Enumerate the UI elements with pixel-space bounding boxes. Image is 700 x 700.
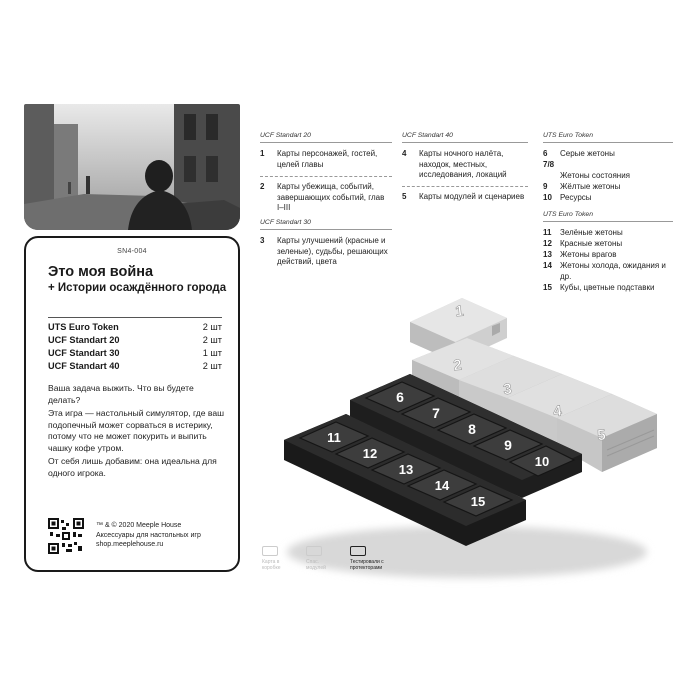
- legend-item: [306, 546, 336, 571]
- item-text: Ресурсы: [560, 193, 592, 202]
- item-number: 12: [543, 239, 552, 248]
- organizer-illustration: [262, 290, 672, 590]
- inventory-name: UCF Standart 30: [48, 348, 120, 358]
- section-uts-1: [543, 132, 673, 203]
- inventory-name: UTS Euro Token: [48, 322, 119, 332]
- section-rule: [402, 142, 528, 143]
- shop-link[interactable]: shop.meeplehouse.ru: [96, 541, 164, 548]
- item-text: Жетоны холода, ожидания и др.: [560, 261, 666, 281]
- list-item: [543, 159, 673, 170]
- section-ucf20: [260, 132, 392, 214]
- list-item: [543, 170, 673, 181]
- item-text: Жёлтые жетоны: [560, 182, 621, 191]
- tray-label: 12: [362, 446, 378, 461]
- description-paragraph: Эта игра — настольный симулятор, где ваш подопечный может сорваться в истерику, потому что не может покурить и выпить чашку кофе утром.: [48, 408, 225, 453]
- tray-label: 9: [504, 437, 512, 453]
- legend-text: Спас. модулей: [306, 559, 326, 571]
- list-item: [543, 148, 673, 159]
- section-rule: [402, 186, 528, 187]
- item-number: 14: [543, 261, 552, 270]
- tray-label: 13: [398, 462, 414, 477]
- item-text: Зелёные жетоны: [560, 228, 623, 237]
- inventory-qty: 2 шт: [202, 361, 222, 371]
- item-text: Серые жетоны: [560, 149, 615, 158]
- tray-label: 11: [327, 430, 341, 445]
- legend-text: Карта в коробке: [262, 559, 281, 571]
- item-number: 3: [260, 236, 265, 245]
- list-item: [402, 192, 528, 203]
- box-label: 1: [454, 302, 465, 321]
- card-box-icon: [262, 546, 278, 556]
- inventory-qty: 2 шт: [202, 322, 222, 332]
- item-number: 2: [260, 182, 265, 191]
- tray-label: 7: [432, 405, 440, 421]
- legend-item: [350, 546, 398, 571]
- section-title: UCF Standart 30: [260, 219, 311, 226]
- cover-photo: [24, 104, 240, 230]
- inventory-name: UCF Standart 20: [48, 335, 120, 345]
- list-item: [402, 149, 528, 181]
- section-ucf30: [260, 219, 392, 268]
- item-number: 13: [543, 250, 552, 259]
- list-item: [260, 236, 392, 268]
- item-text: Карты модулей и сценариев: [419, 191, 525, 201]
- item-number: 1: [260, 149, 265, 158]
- inventory-row: [48, 322, 222, 332]
- list-item: [543, 227, 673, 238]
- list-item: [260, 149, 392, 170]
- tray-label: 15: [470, 494, 486, 509]
- section-uts-2: [543, 211, 673, 293]
- item-number: 15: [543, 283, 552, 292]
- section-title: UCF Standart 20: [260, 132, 311, 139]
- tray-label: 10: [534, 454, 550, 469]
- qr-code: [48, 518, 84, 554]
- section-rule: [543, 142, 673, 143]
- sleeve-icon: [350, 546, 366, 556]
- item-text: Карты ночного налёта, находок, местных, исследования, локаций: [419, 149, 507, 179]
- info-card: [24, 236, 240, 572]
- list-item: [260, 182, 392, 214]
- inventory-qty: 2 шт: [202, 335, 222, 345]
- tray-label: 6: [396, 389, 404, 405]
- item-text: Красные жетоны: [560, 239, 623, 248]
- box-label: 4: [552, 402, 563, 421]
- game-title: Это моя война: [48, 264, 154, 280]
- section-title: UCF Standart 40: [402, 132, 453, 139]
- box-label: 5: [596, 426, 607, 445]
- item-number: [543, 170, 560, 181]
- description-paragraph: Ваша задача выжить. Что вы будете делать?: [48, 383, 194, 405]
- section-rule: [543, 221, 673, 222]
- tray-label: 8: [468, 421, 476, 437]
- item-number: 9: [543, 182, 548, 191]
- item-number: 10: [543, 193, 552, 202]
- company-tagline: Аксессуары для настольных игр: [96, 531, 201, 539]
- list-item: [543, 238, 673, 249]
- item-text: Жетоны врагов: [560, 250, 617, 259]
- section-rule: [260, 142, 392, 143]
- war-scene-image: [24, 104, 240, 230]
- publisher-info: [96, 521, 201, 550]
- item-number: 6: [543, 149, 548, 158]
- item-text: Карты улучшений (красные и зеленые), судьбы, решающих действий, цвета: [277, 236, 388, 266]
- divider: [48, 317, 222, 318]
- section-rule: [260, 229, 392, 230]
- inventory-name: UCF Standart 40: [48, 361, 120, 371]
- item-text: Жетоны состояния: [560, 171, 630, 180]
- product-code: SN4-004: [117, 248, 147, 255]
- section-ucf40: [402, 132, 528, 202]
- item-number: 11: [543, 228, 552, 237]
- game-subtitle: + Истории осаждённого города: [48, 282, 227, 294]
- section-title: UTS Euro Token: [543, 132, 593, 139]
- item-text: Кубы, цветные подставки: [560, 283, 655, 292]
- item-text: Карты персонажей, гостей, целей главы: [277, 149, 378, 169]
- legend-item: [262, 546, 292, 571]
- box-label: 2: [452, 356, 463, 375]
- item-text: Карты убежища, событий, завершающих событий, глав I–III: [277, 182, 385, 212]
- legend: [262, 546, 412, 571]
- inventory-row: [48, 361, 222, 371]
- legend-text: Тестировали с протекторами: [350, 559, 384, 571]
- box-label: 3: [502, 380, 513, 399]
- item-number: 5: [402, 191, 407, 201]
- list-item: [543, 249, 673, 260]
- item-number: 4: [402, 149, 407, 158]
- section-title: UTS Euro Token: [543, 211, 593, 218]
- list-item: [543, 192, 673, 203]
- item-number: 7/8: [543, 160, 555, 169]
- inventory-qty: 1 шт: [202, 348, 222, 358]
- inventory-row: [48, 348, 222, 358]
- inventory-row: [48, 335, 222, 345]
- description-paragraph: От себя лишь добавим: она идеальна для одного игрока.: [48, 456, 217, 478]
- copyright: ™ & © 2020 Meeple House: [96, 522, 182, 529]
- list-item: [543, 260, 673, 282]
- section-rule: [260, 176, 392, 177]
- tray-label: 14: [434, 478, 450, 493]
- module-icon: [306, 546, 322, 556]
- list-item: [543, 181, 673, 192]
